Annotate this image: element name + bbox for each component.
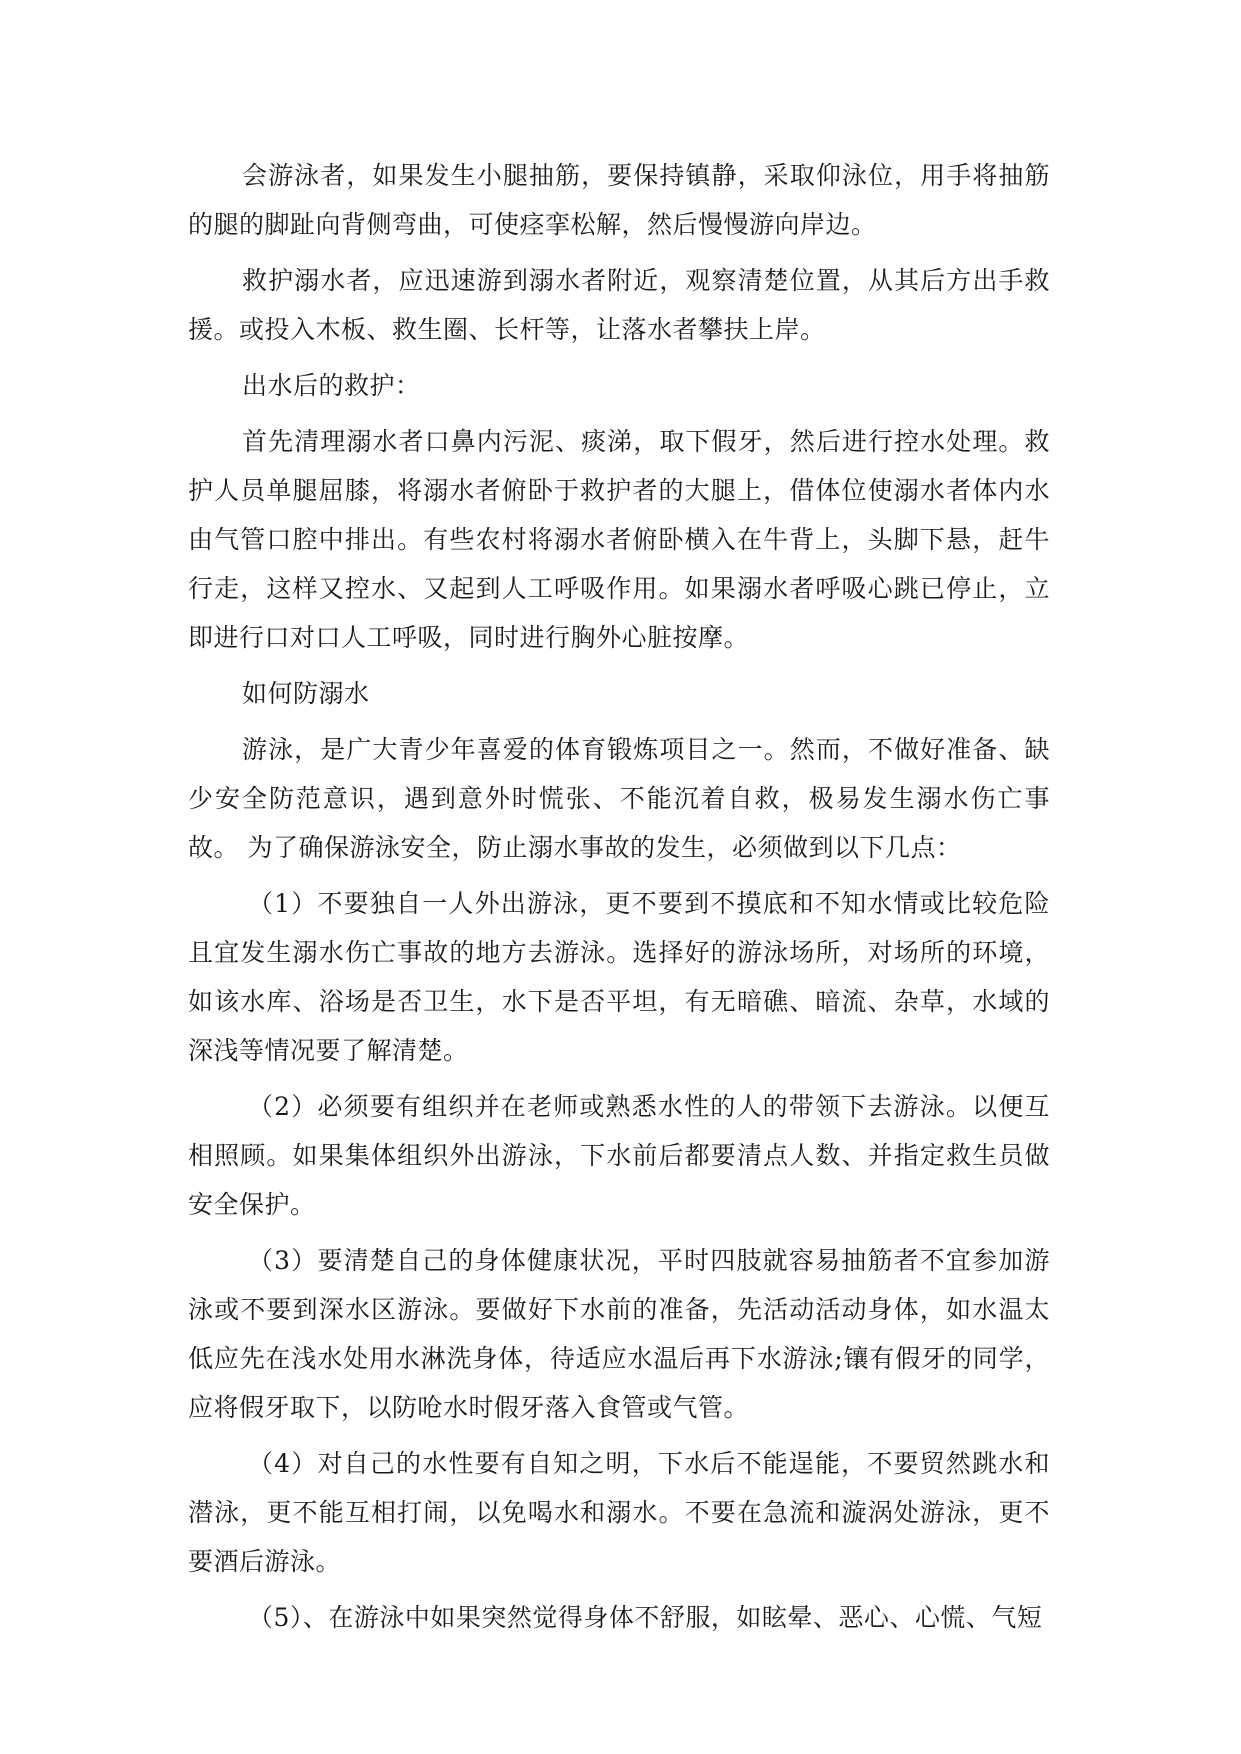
paragraph-rescue-drowning: 救护溺水者，应迅速游到溺水者附近，观察清楚位置，从其后方出手救援。或投入木板、救生圈、长杆等，让落水者攀扶上岸。 xyxy=(188,266,1050,344)
paragraph-prevention-intro: 游泳，是广大青少年喜爱的体育锻炼项目之一。然而，不做好准备、缺少安全防范意识，遇到意外时慌张、不能沉着自救，极易发生溺水伤亡事故。 为了确保游泳安全，防止溺水事故的发生，必须做到以下几点： xyxy=(188,735,1050,862)
list-item-rule-3: （3）要清楚自己的身体健康状况，平时四肢就容易抽筋者不宜参加游泳或不要到深水区游泳。要做好下水前的准备，先活动活动身体，如水温太低应先在浅水处用水淋洗身体，待适应水温后再下水游泳;镶有假牙的同学，应将假牙取下，以防呛水时假牙落入食管或气管。 xyxy=(188,1246,1050,1422)
paragraph-prevention-heading: 如何防溺水 xyxy=(242,679,370,708)
list-item-rule-1: （1）不要独自一人外出游泳，更不要到不摸底和不知水情或比较危险且宜发生溺水伤亡事故的地方去游泳。选择好的游泳场所，对场所的环境，如该水库、浴场是否卫生，水下是否平坦，有无暗礁、暗流、杂草，水域的深浅等情况要了解清楚。 xyxy=(188,889,1050,1065)
list-item-rule-5: （5）、在游泳中如果突然觉得身体不舒服，如眩晕、恶心、心慌、气短 xyxy=(248,1603,1043,1632)
list-item-rule-4: （4）对自己的水性要有自知之明，下水后不能逞能，不要贸然跳水和潜泳，更不能互相打闹，以免喝水和溺水。不要在急流和漩涡处游泳，更不要酒后游泳。 xyxy=(188,1449,1050,1576)
paragraph-first-aid: 首先清理溺水者口鼻内污泥、痰涕，取下假牙，然后进行控水处理。救护人员单腿屈膝，将溺水者俯卧于救护者的大腿上，借体位使溺水者体内水由气管口腔中排出。有些农村将溺水者俯卧横入在牛背上，头脚下悬，赶牛行走，这样又控水、又起到人工呼吸作用。如果溺水者呼吸心跳已停止，立即进行口对口人工呼吸，同时进行胸外心脏按摩。 xyxy=(188,427,1050,652)
document-body xyxy=(188,151,1050,1649)
list-item-rule-2: （2）必须要有组织并在老师或熟悉水性的人的带领下去游泳。以便互相照顾。如果集体组织外出游泳，下水前后都要清点人数、并指定救生员做安全保护。 xyxy=(188,1092,1050,1219)
paragraph-cramp-self-rescue: 会游泳者，如果发生小腿抽筋，要保持镇静，采取仰泳位，用手将抽筋的腿的脚趾向背侧弯曲，可使痉挛松解，然后慢慢游向岸边。 xyxy=(188,161,1050,239)
paragraph-after-water-heading: 出水后的救护： xyxy=(242,371,421,400)
